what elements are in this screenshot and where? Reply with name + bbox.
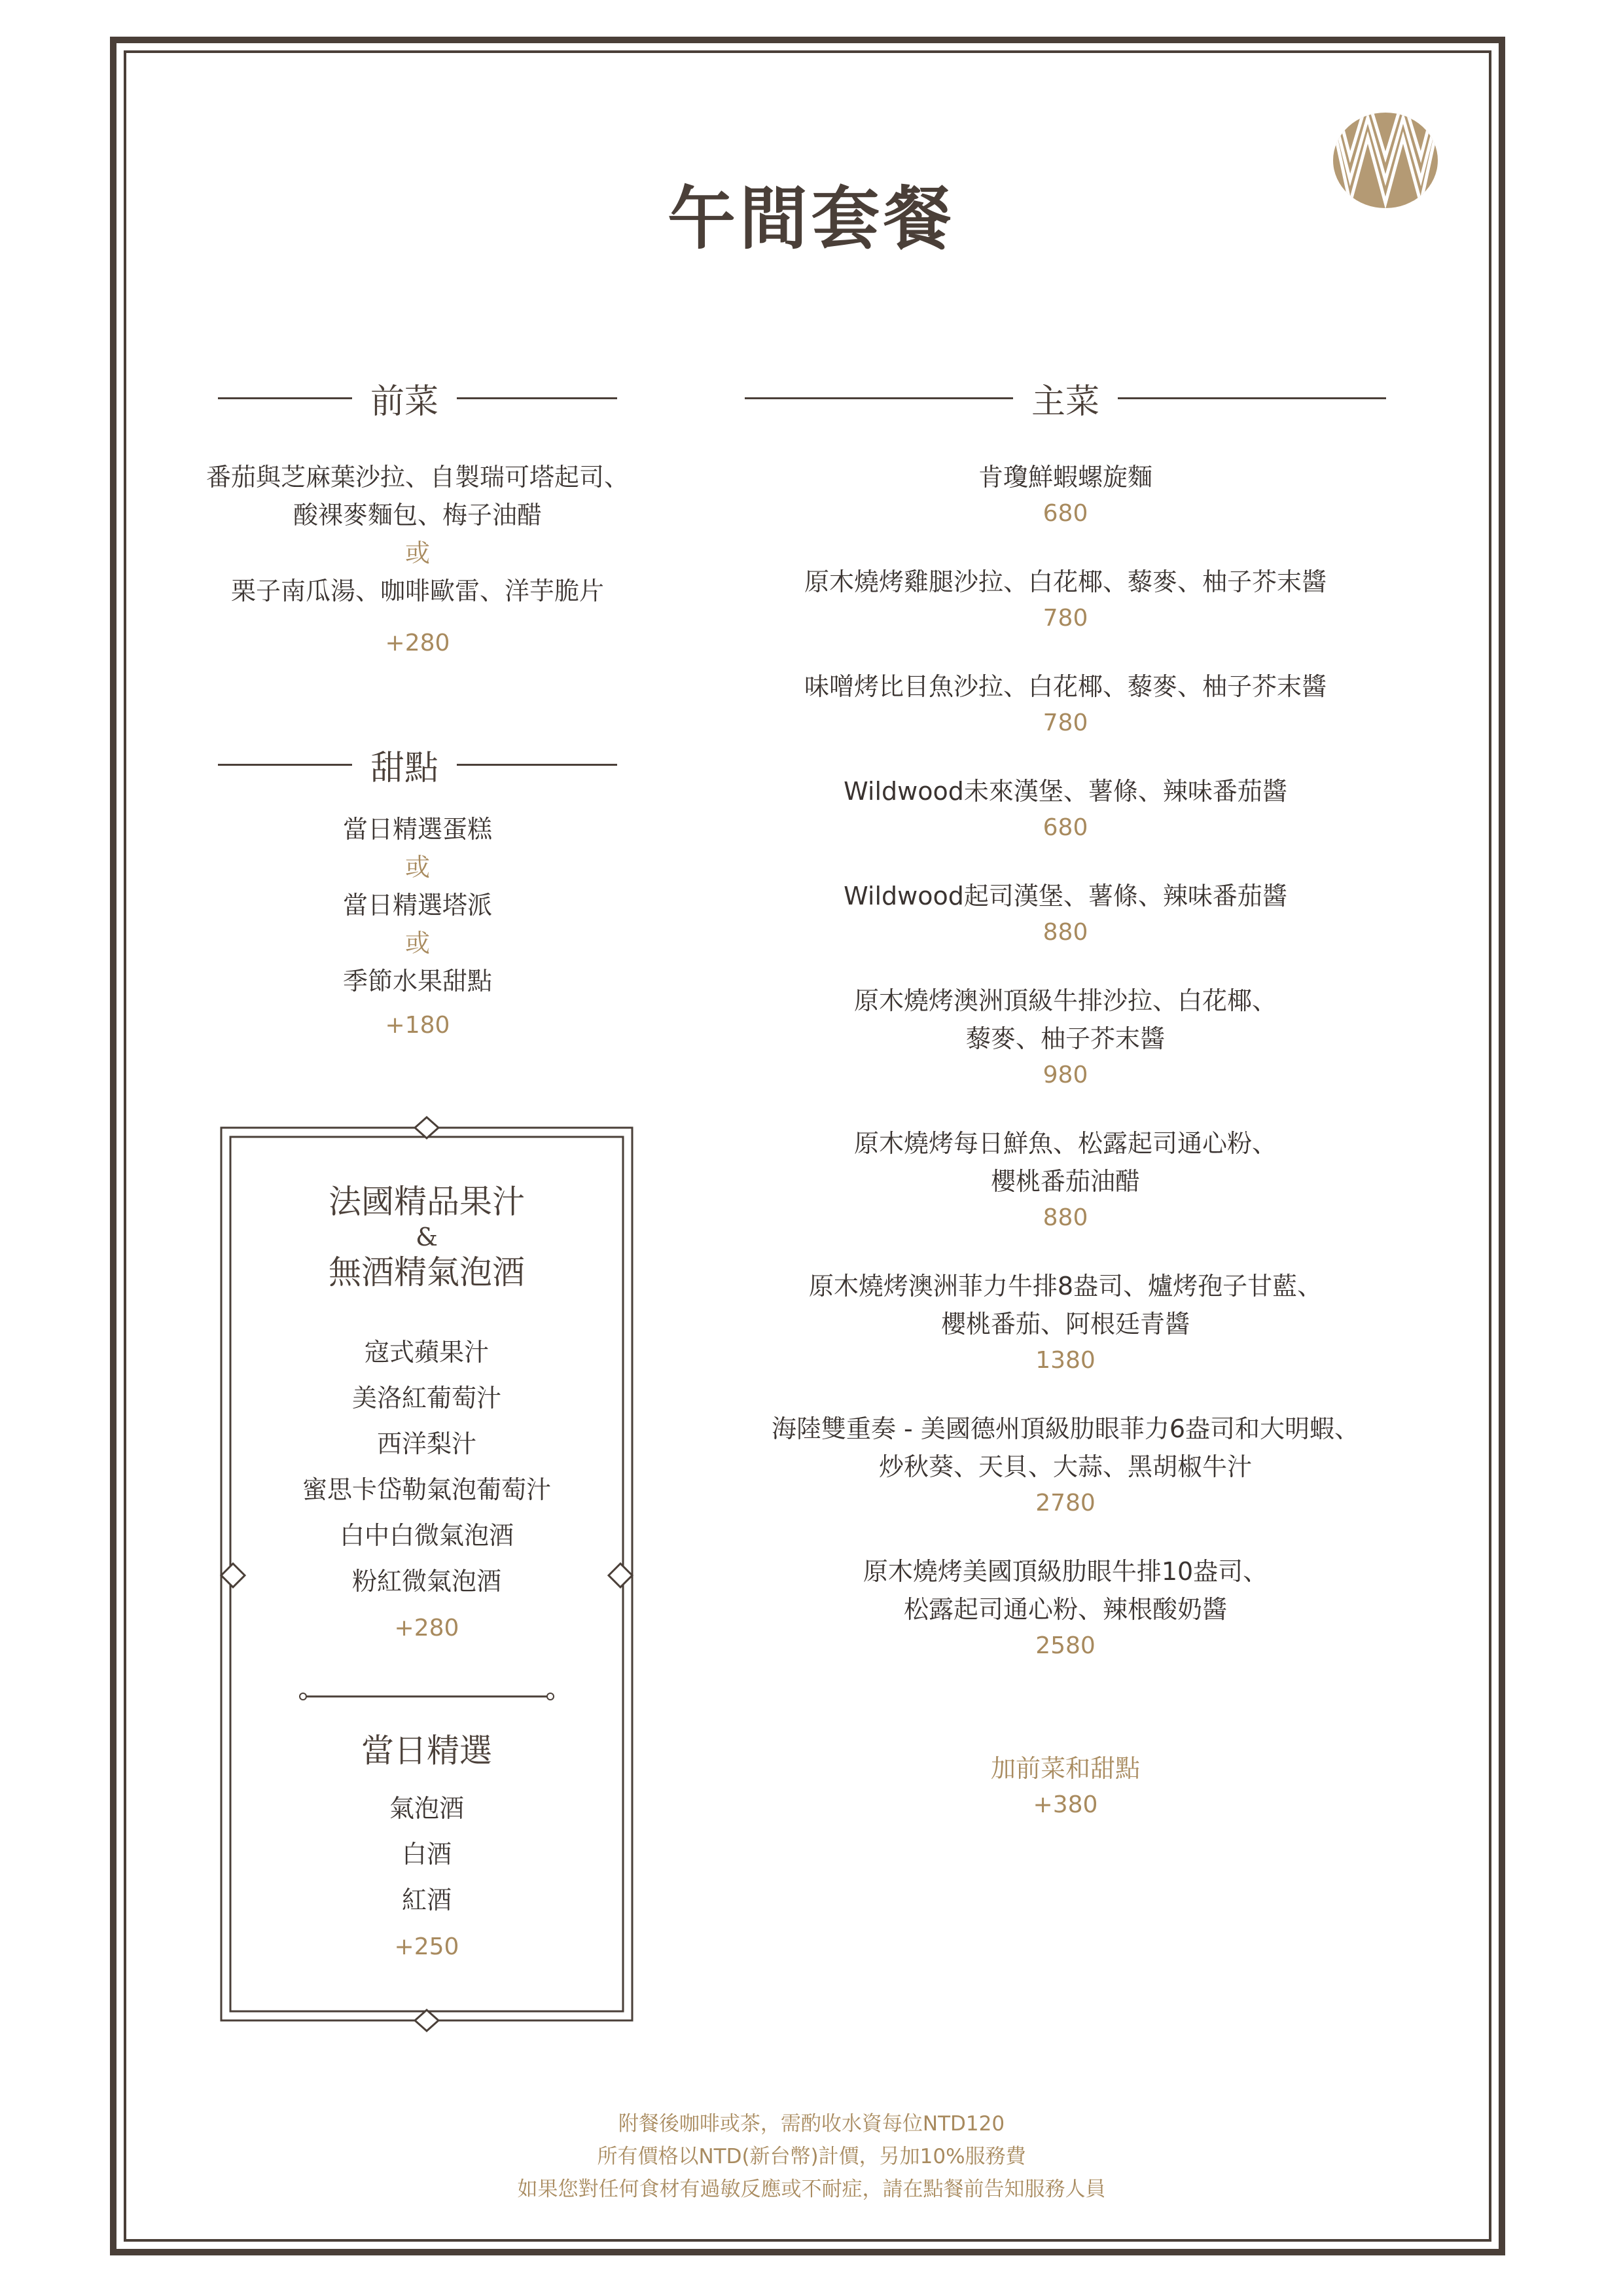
daily-drink-item: 氣泡酒: [389, 1794, 464, 1823]
divider: [218, 397, 352, 399]
or-separator: 或: [404, 539, 430, 567]
main-course-item: [725, 563, 1406, 636]
mains-section: [725, 458, 1406, 1695]
main-course-name: Wildwood起司漢堡、薯條、辣味番茄醬: [844, 882, 1287, 910]
drink-item: 蜜思卡岱勒氣泡葡萄汁: [302, 1475, 551, 1504]
footer-notes: [0, 2108, 1623, 2206]
appetizers-price: +280: [385, 630, 450, 656]
daily-selection-heading: 當日精選: [361, 1732, 492, 1770]
addon-price: +380: [1033, 1791, 1098, 1818]
main-course-item: [725, 1410, 1406, 1521]
main-course-price: 880: [1043, 1204, 1088, 1231]
main-course-name: 海陸雙重奏 - 美國德州頂級肋眼菲力6盎司和大明蝦、: [771, 1414, 1360, 1443]
divider: [745, 397, 1013, 399]
main-course-name: 肯瓊鮮蝦螺旋麵: [978, 463, 1152, 492]
desserts-price: +180: [385, 1012, 450, 1039]
main-course-price: 2780: [1035, 1490, 1096, 1516]
main-course-name: 原木燒烤澳洲菲力牛排8盎司、爐烤孢子甘藍、: [808, 1272, 1323, 1300]
appetizers-heading: [208, 375, 627, 421]
addon-label: 加前菜和甜點: [990, 1754, 1140, 1783]
main-course-item: [725, 1124, 1406, 1236]
drinks-heading-line-1: 法國精品果汁: [329, 1183, 525, 1221]
dessert-option-3: 季節水果甜點: [342, 967, 492, 996]
or-separator: 或: [404, 853, 430, 882]
main-course-name-cont: 松露起司通心粉、辣根酸奶醬: [903, 1595, 1227, 1624]
main-course-price: 880: [1043, 919, 1088, 946]
dessert-option-1: 當日精選蛋糕: [342, 815, 492, 844]
mains-heading-label: 主菜: [1031, 382, 1099, 422]
main-course-price: 2580: [1035, 1632, 1096, 1659]
appetizer-option-2: 栗子南瓜湯、咖啡歐雷、洋芋脆片: [230, 577, 604, 605]
drink-item: 粉紅微氣泡酒: [351, 1567, 501, 1596]
main-course-item: [725, 1552, 1406, 1664]
main-course-name-cont: 櫻桃番茄、阿根廷青醬: [940, 1310, 1190, 1338]
ornate-divider: [298, 1692, 555, 1701]
main-course-item: [725, 1267, 1406, 1378]
daily-drink-item: 紅酒: [401, 1886, 452, 1914]
page-title: 午間套餐: [667, 178, 955, 259]
drink-item: 西洋梨汁: [376, 1429, 476, 1458]
footer-line-1: 附餐後咖啡或茶，需酌收水資每位NTD120: [618, 2112, 1005, 2136]
main-course-name-cont: 藜麥、柚子芥末醬: [965, 1024, 1165, 1053]
main-course-item: [725, 877, 1406, 950]
main-course-price: 1380: [1035, 1347, 1096, 1374]
daily-drink-item: 白酒: [401, 1840, 452, 1869]
main-course-price: 780: [1043, 605, 1088, 632]
mains-heading: [725, 375, 1406, 421]
footer-line-2: 所有價格以NTD(新台幣)計價，另加10%服務費: [597, 2145, 1026, 2168]
mains-addon: [725, 1749, 1406, 1823]
drinks-price: +280: [394, 1615, 459, 1641]
desserts-section: [118, 810, 717, 1043]
ampersand: &: [416, 1223, 438, 1251]
drink-item: 寇式蘋果汁: [364, 1338, 489, 1367]
appetizer-option-1-line-1: 番茄與芝麻葉沙拉、自製瑞可塔起司、: [205, 463, 629, 492]
main-course-item: [725, 772, 1406, 846]
main-course-name: 原木燒烤每日鮮魚、松露起司通心粉、: [853, 1129, 1277, 1158]
appetizers-section: [118, 458, 717, 661]
divider: [457, 764, 617, 766]
drinks-box: [220, 1116, 633, 2032]
or-separator: 或: [404, 929, 430, 958]
divider: [1118, 397, 1386, 399]
appetizer-option-1-line-2: 酸裸麥麵包、梅子油醋: [293, 501, 542, 529]
dessert-option-2: 當日精選塔派: [342, 891, 492, 920]
divider: [457, 397, 617, 399]
footer-line-3: 如果您對任何食材有過敏反應或不耐症，請在點餐前告知服務人員: [517, 2178, 1106, 2201]
main-course-item: [725, 458, 1406, 531]
appetizers-heading-label: 前菜: [370, 382, 438, 422]
desserts-heading-label: 甜點: [370, 748, 438, 788]
daily-selection-price: +250: [394, 1933, 459, 1960]
main-course-price: 780: [1043, 709, 1088, 736]
drink-item: 白中白微氣泡酒: [339, 1521, 514, 1550]
main-course-name: Wildwood未來漢堡、薯條、辣味番茄醬: [844, 777, 1287, 806]
main-course-name: 味噌烤比目魚沙拉、白花椰、藜麥、柚子芥末醬: [804, 672, 1327, 701]
main-course-price: 680: [1043, 500, 1088, 527]
main-course-name: 原木燒烤澳洲頂級牛排沙拉、白花椰、: [853, 986, 1277, 1015]
main-course-name: 原木燒烤雞腿沙拉、白花椰、藜麥、柚子芥末醬: [804, 567, 1327, 596]
desserts-heading: [208, 742, 627, 787]
main-course-name: 原木燒烤美國頂級肋眼牛排10盎司、: [863, 1557, 1268, 1586]
main-course-name-cont: 櫻桃番茄油醋: [990, 1167, 1140, 1196]
drink-item: 美洛紅葡萄汁: [351, 1384, 501, 1412]
main-course-item: [725, 668, 1406, 741]
drinks-heading-line-2: 無酒精氣泡酒: [329, 1253, 525, 1291]
divider: [218, 764, 352, 766]
main-course-price: 980: [1043, 1062, 1088, 1088]
main-course-item: [725, 982, 1406, 1093]
main-course-name-cont: 炒秋葵、天貝、大蒜、黑胡椒牛汁: [878, 1452, 1252, 1481]
main-course-price: 680: [1043, 814, 1088, 841]
